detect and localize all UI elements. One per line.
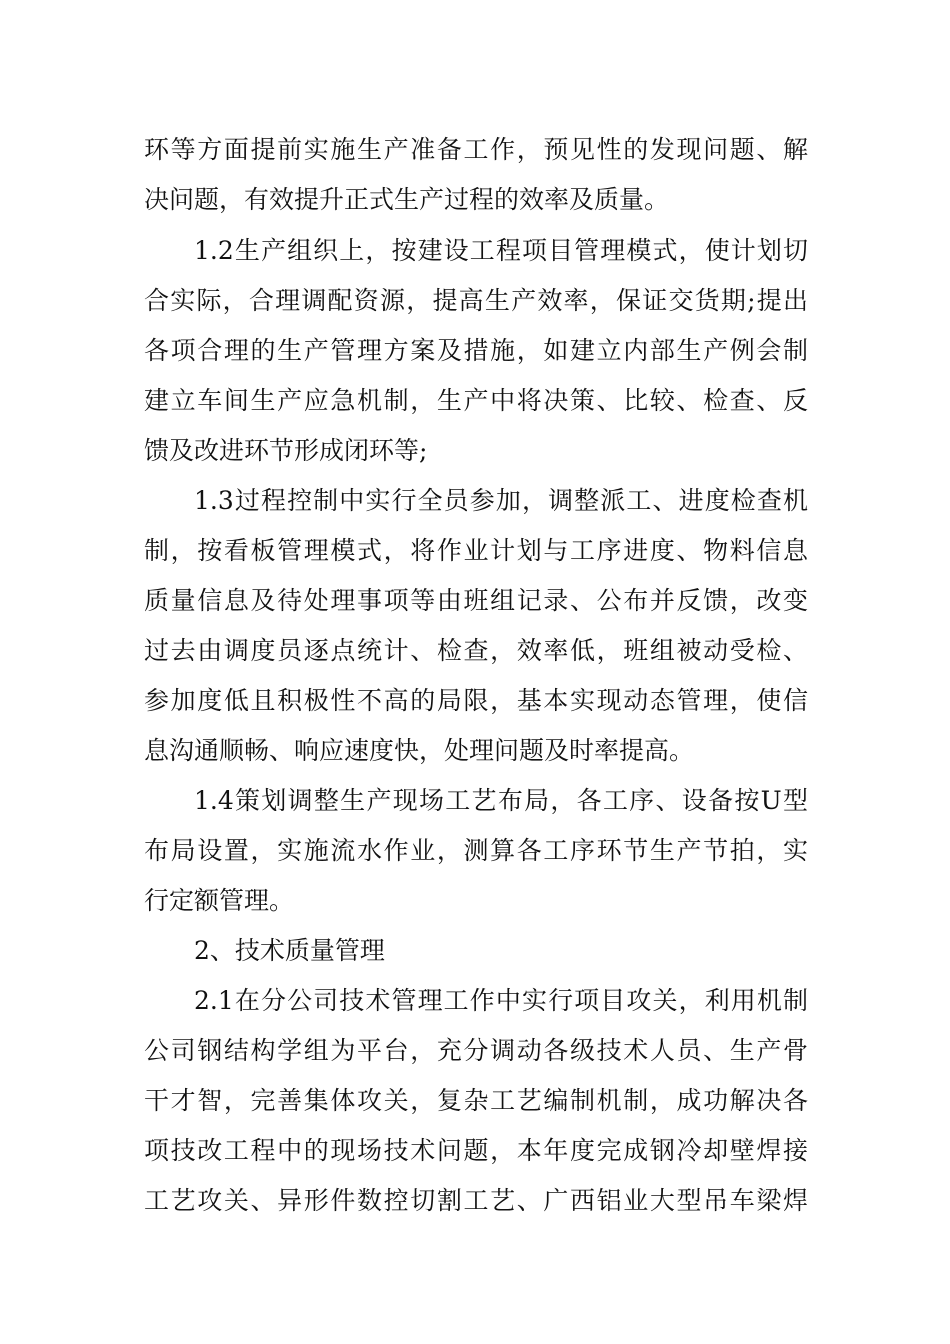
text-line: 1.4策划调整生产现场工艺布局，各工序、设备按U型 [194,786,808,815]
section-heading: 2、技术质量管理 [194,936,385,965]
text-line: 项技改工程中的现场技术问题，本年度完成钢冷却壁焊接 [144,1136,808,1165]
text-line: 布局设置，实施流水作业，测算各工序环节生产节拍，实 [144,836,808,865]
text-line: 息沟通顺畅、响应速度快，处理问题及时率提高。 [144,736,695,765]
text-line: 工艺攻关、异形件数控切割工艺、广西铝业大型吊车梁焊 [144,1186,808,1215]
text-line: 决问题，有效提升正式生产过程的效率及质量。 [144,185,670,214]
text-line: 质量信息及待处理事项等由班组记录、公布并反馈，改变 [144,586,808,615]
text-line: 合实际，合理调配资源，提高生产效率，保证交货期;提出 [144,286,808,315]
text-line: 过去由调度员逐点统计、检查，效率低，班组被动受检、 [144,636,808,665]
text-line: 各项合理的生产管理方案及措施，如建立内部生产例会制 [144,336,808,365]
text-line: 环等方面提前实施生产准备工作，预见性的发现问题、解 [144,135,808,164]
text-line: 馈及改进环节形成闭环等; [144,436,428,465]
text-line: 制，按看板管理模式，将作业计划与工序进度、物料信息 [144,536,808,565]
text-line: 公司钢结构学组为平台，充分调动各级技术人员、生产骨 [144,1036,808,1065]
text-line: 行定额管理。 [144,886,295,915]
text-line: 建立车间生产应急机制，生产中将决策、比较、检查、反 [144,386,808,415]
text-line: 1.3过程控制中实行全员参加，调整派工、进度检查机 [194,486,808,515]
text-line: 参加度低且积极性不高的局限，基本实现动态管理，使信 [144,686,808,715]
text-line: 1.2生产组织上，按建设工程项目管理模式，使计划切 [194,236,808,265]
text-line: 干才智，完善集体攻关，复杂工艺编制机制，成功解决各 [144,1086,808,1115]
text-line: 2.1在分公司技术管理工作中实行项目攻关，利用机制 [194,986,808,1015]
